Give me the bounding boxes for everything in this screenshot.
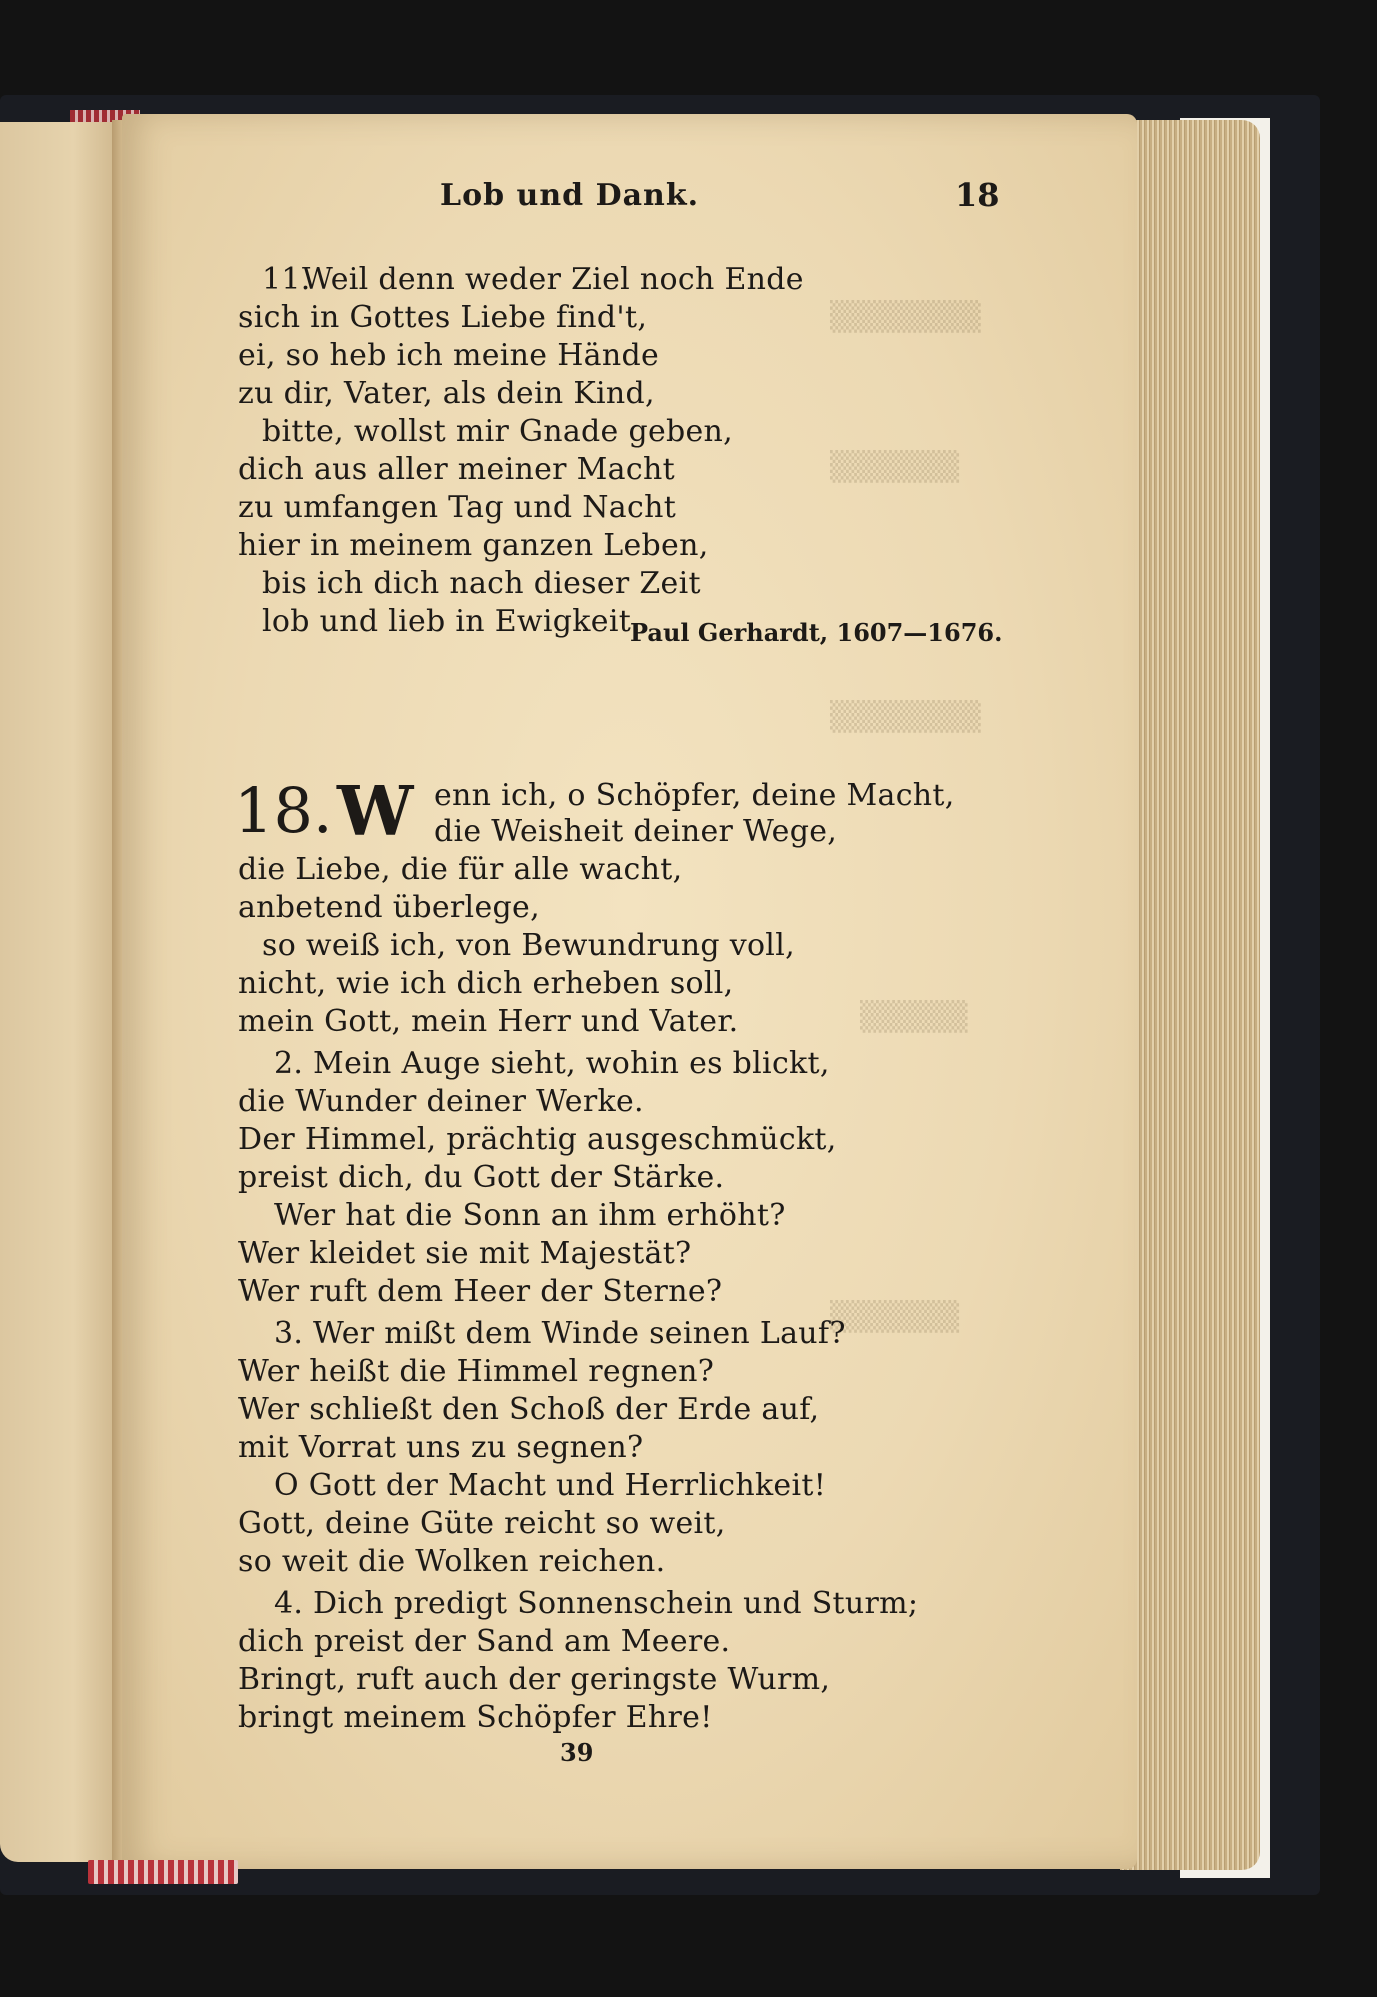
verse-line: so weit die Wolken reichen. — [238, 1544, 666, 1579]
verse-line: Wer hat die Sonn an ihm erhöht? — [274, 1198, 786, 1233]
verse-line: preist dich, du Gott der Stärke. — [238, 1160, 725, 1195]
left-page-fragment — [0, 122, 122, 1862]
headband-bottom — [88, 1860, 238, 1884]
verse-line: anbetend überlege, — [238, 890, 540, 925]
verse-line: Wer schließt den Schoß der Erde auf, — [238, 1392, 820, 1427]
running-head: Lob und Dank. — [440, 178, 700, 213]
verse-line: zu umfangen Tag und Nacht — [238, 490, 677, 525]
drop-cap: W — [337, 772, 414, 852]
book-photo: ▒▒▒▒▒▒▒ ▒▒▒▒▒▒ ▒▒▒▒▒▒▒ ▒▒▒▒▒ ▒▒▒▒▒▒ Lob und Dank. 18 11. Weil denn weder Ziel noch Ende sich in Gottes Liebe find't, ei, so heb ich meine Hände zu dir, Vater, als dein Kind, bitte, wollst mir Gnade geben, dich aus aller meiner Macht zu umfangen Tag und Nacht hier in meinem ganzen Leben, bis ich dich nach dieser Zeit lob und lieb in Ewigkeit. Paul Gerhardt, 1607—1676. 18. W enn ich, o Schöpfer, deine Macht, die Weisheit deiner Wege, die Liebe, die für alle wacht, anbetend überlege, so weiß ich, von Bewundrung voll, nicht, wie ich dich erheben soll, mein Gott, mein Herr und Vater. 2. Mein Auge sieht, wohin es blickt, die Wunder deiner Werke. Der Himmel, prächtig ausgeschmückt, preist dich, du Gott der Stärke. Wer hat die Sonn an ihm erhöht? Wer kleidet sie mit Majestät? Wer ruft dem Heer der Sterne? 3. Wer mißt dem Winde seinen Lauf? Wer heißt die Himmel regnen? Wer schließt den Schoß der Erde auf, mit Vorrat uns zu segnen? O Gott der Macht und Herrlichkeit! Gott, deine Güte reicht so weit, so weit die Wolken reichen. 4. Dich predigt Sonnenschein und Sturm; dich preist der Sand am Meere. Bringt, ruft auch der geringste Wurm, bringt meinem Schöpfer Ehre! 39 — [0, 0, 1377, 1997]
stanza-label: 11. — [262, 262, 311, 297]
verse-line: sich in Gottes Liebe find't, — [238, 300, 648, 335]
verse-line: Bringt, ruft auch der geringste Wurm, — [238, 1662, 831, 1697]
verse-line: bringt meinem Schöpfer Ehre! — [238, 1700, 713, 1735]
page-number: 18 — [955, 176, 1000, 214]
verse-line: Weil denn weder Ziel noch Ende — [302, 262, 804, 297]
verse-line: die Weisheit deiner Wege, — [434, 814, 838, 849]
verse-line: Wer heißt die Himmel regnen? — [238, 1354, 715, 1389]
verse-line: 4. Dich predigt Sonnenschein und Sturm; — [274, 1586, 919, 1621]
verse-line: enn ich, o Schöpfer, deine Macht, — [434, 778, 955, 813]
verse-line: die Wunder deiner Werke. — [238, 1084, 644, 1119]
page-block-edges — [1120, 120, 1260, 1870]
verse-line: Wer ruft dem Heer der Sterne? — [238, 1274, 723, 1309]
verse-line: ei, so heb ich meine Hände — [238, 338, 660, 373]
verse-line: mit Vorrat uns zu segnen? — [238, 1430, 644, 1465]
verse-line: nicht, wie ich dich erheben soll, — [238, 966, 734, 1001]
verse-line: bis ich dich nach dieser Zeit — [262, 566, 701, 601]
verse-line: Gott, deine Güte reicht so weit, — [238, 1506, 726, 1541]
verse-line: bitte, wollst mir Gnade geben, — [262, 414, 734, 449]
verse-line: lob und lieb in Ewigkeit. — [262, 604, 641, 639]
verse-line: O Gott der Macht und Herrlichkeit! — [274, 1468, 827, 1503]
verse-line: Der Himmel, prächtig ausgeschmückt, — [238, 1122, 837, 1157]
verse-line: mein Gott, mein Herr und Vater. — [238, 1004, 739, 1039]
verse-line: Wer kleidet sie mit Majestät? — [238, 1236, 692, 1271]
verse-line: 3. Wer mißt dem Winde seinen Lauf? — [274, 1316, 846, 1351]
verse-line: zu dir, Vater, als dein Kind, — [238, 376, 655, 411]
author-attribution: Paul Gerhardt, 1607—1676. — [630, 618, 1003, 647]
verse-line: dich aus aller meiner Macht — [238, 452, 675, 487]
verse-line: so weiß ich, von Bewundrung voll, — [262, 928, 795, 963]
verse-line: die Liebe, die für alle wacht, — [238, 852, 683, 887]
hymn-number: 18. — [234, 774, 333, 847]
signature-number: 39 — [560, 1738, 594, 1767]
verse-line: hier in meinem ganzen Leben, — [238, 528, 709, 563]
verse-line: 2. Mein Auge sieht, wohin es blickt, — [274, 1046, 830, 1081]
verse-line: dich preist der Sand am Meere. — [238, 1624, 731, 1659]
